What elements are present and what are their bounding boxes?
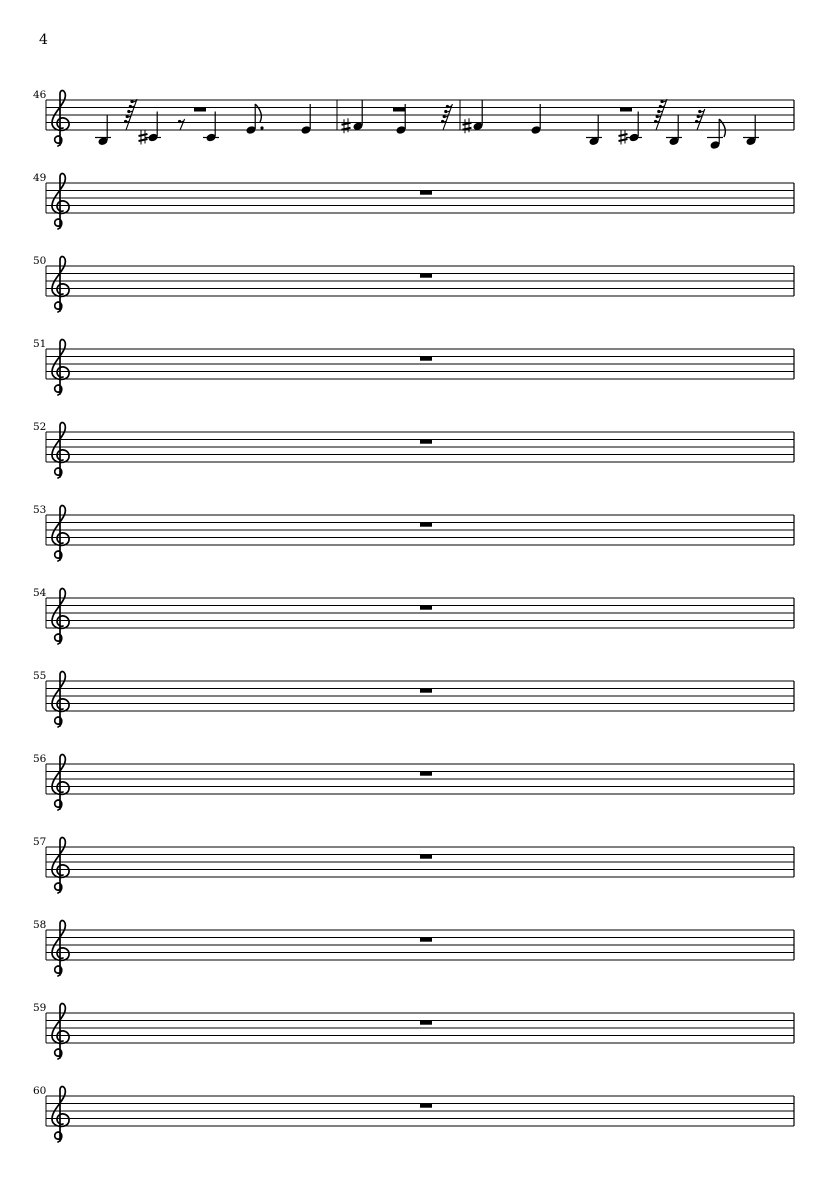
rest-flag <box>126 115 129 118</box>
measure-number: 58 <box>33 919 47 931</box>
whole-rest-icon <box>420 440 432 444</box>
rest-flag <box>130 100 133 103</box>
measure-number: 60 <box>33 1085 47 1097</box>
treble-clef-icon <box>52 838 69 893</box>
measure-number: 57 <box>33 836 47 848</box>
whole-rest-icon <box>420 606 432 610</box>
staff-system <box>33 421 794 478</box>
rest-flag <box>695 120 698 123</box>
sharp-stroke <box>619 134 628 136</box>
measure-number: 55 <box>33 670 47 682</box>
rest-flag <box>124 120 127 123</box>
augmentation-dot <box>260 126 263 129</box>
sharp-stroke <box>139 134 148 136</box>
note-flag <box>719 119 725 137</box>
measure-number: 53 <box>33 504 47 516</box>
whole-rest-icon <box>420 1104 432 1108</box>
measure-number: 49 <box>33 172 47 184</box>
short-rest-icon <box>654 99 667 130</box>
rest-flag <box>656 115 659 118</box>
rest-stem <box>656 99 667 130</box>
measure-number: 52 <box>33 421 47 433</box>
measure-number: 50 <box>33 255 47 267</box>
staff-system <box>33 753 794 810</box>
sharp-stroke <box>139 139 148 141</box>
staff-system <box>33 1085 794 1142</box>
treble-clef-icon <box>52 1004 69 1059</box>
staff-system <box>33 504 794 561</box>
whole-rest-icon <box>420 689 432 693</box>
treble-clef-icon <box>52 423 69 478</box>
page-number: 4 <box>39 32 48 48</box>
staff-system <box>33 172 794 229</box>
staff-system <box>33 670 794 727</box>
treble-clef-icon <box>52 91 69 146</box>
whole-rest-icon <box>420 523 432 527</box>
sharp-icon <box>463 118 472 133</box>
sharp-stroke <box>342 123 351 125</box>
staff-system <box>33 89 794 150</box>
measure-number: 51 <box>33 338 47 350</box>
treble-clef-icon <box>52 589 69 644</box>
rest-flag <box>660 100 663 103</box>
whole-rest-icon <box>194 108 206 112</box>
treble-clef-icon <box>52 921 69 976</box>
note-flag <box>255 104 261 122</box>
treble-clef-icon <box>52 1087 69 1142</box>
sharp-stroke <box>463 123 472 125</box>
sharp-stroke <box>463 128 472 130</box>
rest-flag <box>697 115 700 118</box>
measure-number: 59 <box>33 1002 47 1014</box>
measure-number: 54 <box>33 587 47 599</box>
rest-flag <box>698 110 701 113</box>
rest-flag <box>178 120 181 123</box>
rest-flag <box>657 110 660 113</box>
measure-number: 56 <box>33 753 47 765</box>
treble-clef-icon <box>52 257 69 312</box>
rest-flag <box>129 105 132 108</box>
rest-flag <box>441 120 444 123</box>
staff-system <box>33 255 794 312</box>
short-rest-icon <box>178 119 185 130</box>
treble-clef-icon <box>52 340 69 395</box>
rest-flag <box>659 105 662 108</box>
sharp-stroke <box>342 128 351 130</box>
staff-system <box>33 587 794 644</box>
staff-system <box>33 338 794 395</box>
sharp-stroke <box>619 139 628 141</box>
treble-clef-icon <box>52 506 69 561</box>
treble-clef-icon <box>52 755 69 810</box>
whole-rest-icon <box>420 1021 432 1025</box>
staff-system <box>33 919 794 976</box>
treble-clef-icon <box>52 174 69 229</box>
whole-rest-icon <box>420 938 432 942</box>
treble-clef-icon <box>52 672 69 727</box>
whole-rest-icon <box>393 108 405 112</box>
rest-flag <box>446 105 449 108</box>
staff-system <box>33 836 794 893</box>
short-rest-icon <box>695 109 705 130</box>
whole-rest-icon <box>620 108 632 112</box>
rest-stem <box>126 99 137 130</box>
whole-rest-icon <box>420 357 432 361</box>
rest-flag <box>443 115 446 118</box>
whole-rest-icon <box>420 855 432 859</box>
staff-system <box>33 1002 794 1059</box>
whole-rest-icon <box>420 772 432 776</box>
sharp-icon <box>342 118 351 133</box>
rest-flag <box>444 110 447 113</box>
whole-rest-icon <box>420 274 432 278</box>
short-rest-icon <box>124 99 137 130</box>
whole-rest-icon <box>420 191 432 195</box>
measure-number: 46 <box>33 89 47 101</box>
rest-flag <box>127 110 130 113</box>
rest-flag <box>654 120 657 123</box>
